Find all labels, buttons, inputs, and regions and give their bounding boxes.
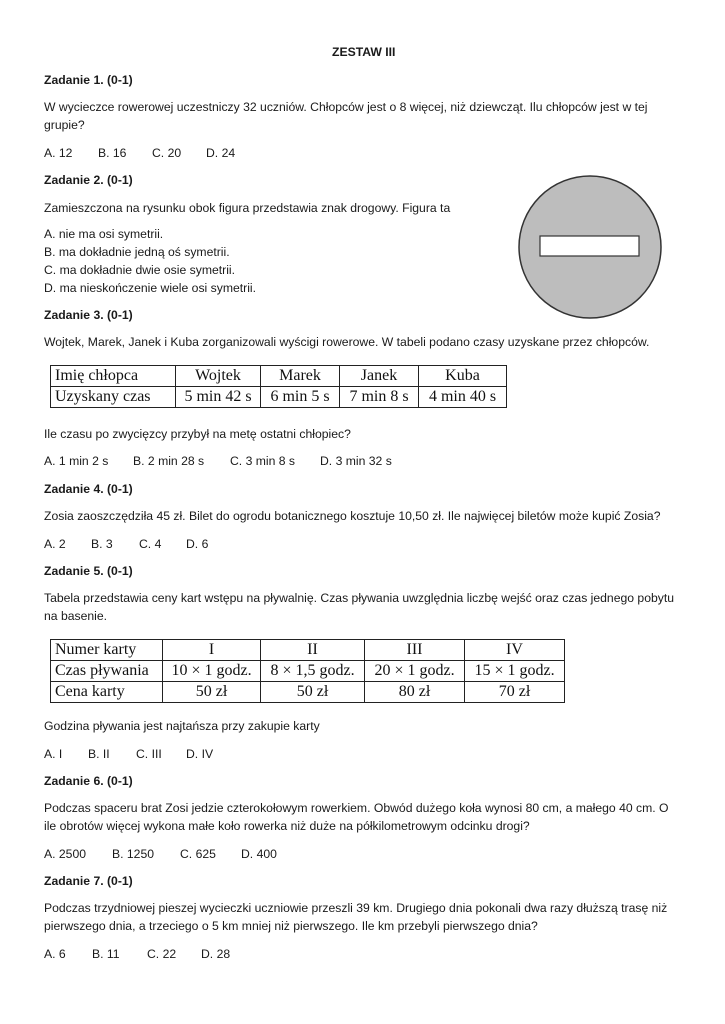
q3-heading: Zadanie 3. (0-1) [44, 308, 133, 322]
q6-text: Podczas spaceru brat Zosi jedzie czterokołowym rowerkiem. Obwód dużego koła wynosi 80 cm, a małego 40 cm. O ile obrotów więcej wykona małe koło rowerka niż duże na półkilometrowym odcinku drogi? [44, 801, 669, 833]
table-cell: 70 zł [465, 682, 565, 703]
table-row [51, 640, 565, 661]
q4-options [44, 535, 208, 553]
q3-option-c[interactable]: C. 3 min 8 s [230, 454, 296, 468]
q3-options [44, 452, 392, 470]
q7-option-a[interactable]: A. 6 [44, 947, 66, 961]
q2-option-d[interactable]: D. ma nieskończenie wiele osi symetrii. [44, 281, 257, 295]
table-cell: 80 zł [365, 682, 465, 703]
q5-cards-table [50, 639, 565, 703]
table-cell: 10 × 1 godz. [163, 661, 261, 682]
table-cell: 7 min 8 s [340, 387, 419, 408]
q4-option-a[interactable]: A. 2 [44, 537, 66, 551]
q1-option-d[interactable]: D. 24 [206, 146, 236, 160]
page-title: ZESTAW III [332, 45, 396, 59]
table-cell: 5 min 42 s [176, 387, 261, 408]
q5-option-d[interactable]: D. IV [186, 747, 214, 761]
q6-options [44, 845, 277, 863]
table-cell: 8 × 1,5 godz. [261, 661, 365, 682]
q6-heading: Zadanie 6. (0-1) [44, 774, 133, 788]
q4-option-b[interactable]: B. 3 [91, 537, 113, 551]
table-cell: 20 × 1 godz. [365, 661, 465, 682]
q4-option-c[interactable]: C. 4 [139, 537, 162, 551]
table-cell: Cena karty [51, 682, 163, 703]
q1-options [44, 144, 235, 162]
table-cell: Marek [261, 366, 340, 387]
q3-option-b[interactable]: B. 2 min 28 s [133, 454, 205, 468]
table-cell: Imię chłopca [51, 366, 176, 387]
table-cell: I [163, 640, 261, 661]
table-cell: 50 zł [261, 682, 365, 703]
table-cell: II [261, 640, 365, 661]
q1-heading: Zadanie 1. (0-1) [44, 73, 133, 87]
q3-option-d[interactable]: D. 3 min 32 s [320, 454, 392, 468]
q5-option-c[interactable]: C. III [136, 747, 162, 761]
road-sign-figure [517, 174, 663, 320]
table-cell: Czas pływania [51, 661, 163, 682]
q5-heading: Zadanie 5. (0-1) [44, 564, 133, 578]
q1-option-b[interactable]: B. 16 [98, 146, 127, 160]
q3-text: Wojtek, Marek, Janek i Kuba zorganizowali wyścigi rowerowe. W tabeli podano czasy uzyskane przez chłopców. [44, 335, 650, 349]
q5-question: Godzina pływania jest najtańsza przy zakupie karty [44, 719, 320, 733]
table-cell: Numer karty [51, 640, 163, 661]
table-cell: 6 min 5 s [261, 387, 340, 408]
table-row [51, 387, 507, 408]
q7-text: Podczas trzydniowej pieszej wycieczki uczniowie przeszli 39 km. Drugiego dnia pokonali dwa razy dłuższą trasę niż pierwszego dnia, a trzeciego o 5 km mniej niż pierwszego. Ile km przebyli pierwszego dnia? [44, 901, 668, 933]
table-cell: 4 min 40 s [419, 387, 507, 408]
q7-options [44, 945, 230, 963]
q3-question: Ile czasu po zwycięzcy przybył na metę ostatni chłopiec? [44, 427, 351, 441]
q2-option-b[interactable]: B. ma dokładnie jedną oś symetrii. [44, 245, 230, 259]
q4-text: Zosia zaoszczędziła 45 zł. Bilet do ogrodu botanicznego kosztuje 10,50 zł. Ile najwięcej biletów może kupić Zosia? [44, 509, 661, 523]
q2-heading: Zadanie 2. (0-1) [44, 173, 133, 187]
q5-options [44, 745, 213, 763]
q1-option-a[interactable]: A. 12 [44, 146, 73, 160]
q6-option-a[interactable]: A. 2500 [44, 847, 87, 861]
table-cell: Janek [340, 366, 419, 387]
q7-option-b[interactable]: B. 11 [92, 947, 120, 961]
table-row [51, 661, 565, 682]
q3-times-table [50, 365, 507, 408]
table-row [51, 682, 565, 703]
table-row [51, 366, 507, 387]
q6-option-c[interactable]: C. 625 [180, 847, 216, 861]
q4-heading: Zadanie 4. (0-1) [44, 482, 133, 496]
table-cell: III [365, 640, 465, 661]
q2-text: Zamieszczona na rysunku obok figura przedstawia znak drogowy. Figura ta [44, 201, 451, 215]
q7-heading: Zadanie 7. (0-1) [44, 874, 133, 888]
q2-option-c[interactable]: C. ma dokładnie dwie osie symetrii. [44, 263, 236, 277]
q7-option-c[interactable]: C. 22 [147, 947, 177, 961]
table-cell: Wojtek [176, 366, 261, 387]
q6-option-b[interactable]: B. 1250 [112, 847, 155, 861]
q5-text: Tabela przedstawia ceny kart wstępu na pływalnię. Czas pływania uwzględnia liczbę wejść oraz czas jednego pobytu na basenie. [44, 591, 675, 623]
q4-option-d[interactable]: D. 6 [186, 537, 209, 551]
table-cell: Uzyskany czas [51, 387, 176, 408]
table-cell: 15 × 1 godz. [465, 661, 565, 682]
q5-option-a[interactable]: A. I [44, 747, 63, 761]
sign-bar [540, 236, 639, 256]
q2-option-a[interactable]: A. nie ma osi symetrii. [44, 227, 164, 241]
q7-option-d[interactable]: D. 28 [201, 947, 231, 961]
q1-text: W wycieczce rowerowej uczestniczy 32 uczniów. Chłopców jest o 8 więcej, niż dziewcząt. Ilu chłopców jest w tej grupie? [44, 100, 648, 132]
table-cell: Kuba [419, 366, 507, 387]
q1-option-c[interactable]: C. 20 [152, 146, 182, 160]
q5-option-b[interactable]: B. II [88, 747, 110, 761]
table-cell: 50 zł [163, 682, 261, 703]
table-cell: IV [465, 640, 565, 661]
q6-option-d[interactable]: D. 400 [241, 847, 277, 861]
q3-option-a[interactable]: A. 1 min 2 s [44, 454, 109, 468]
